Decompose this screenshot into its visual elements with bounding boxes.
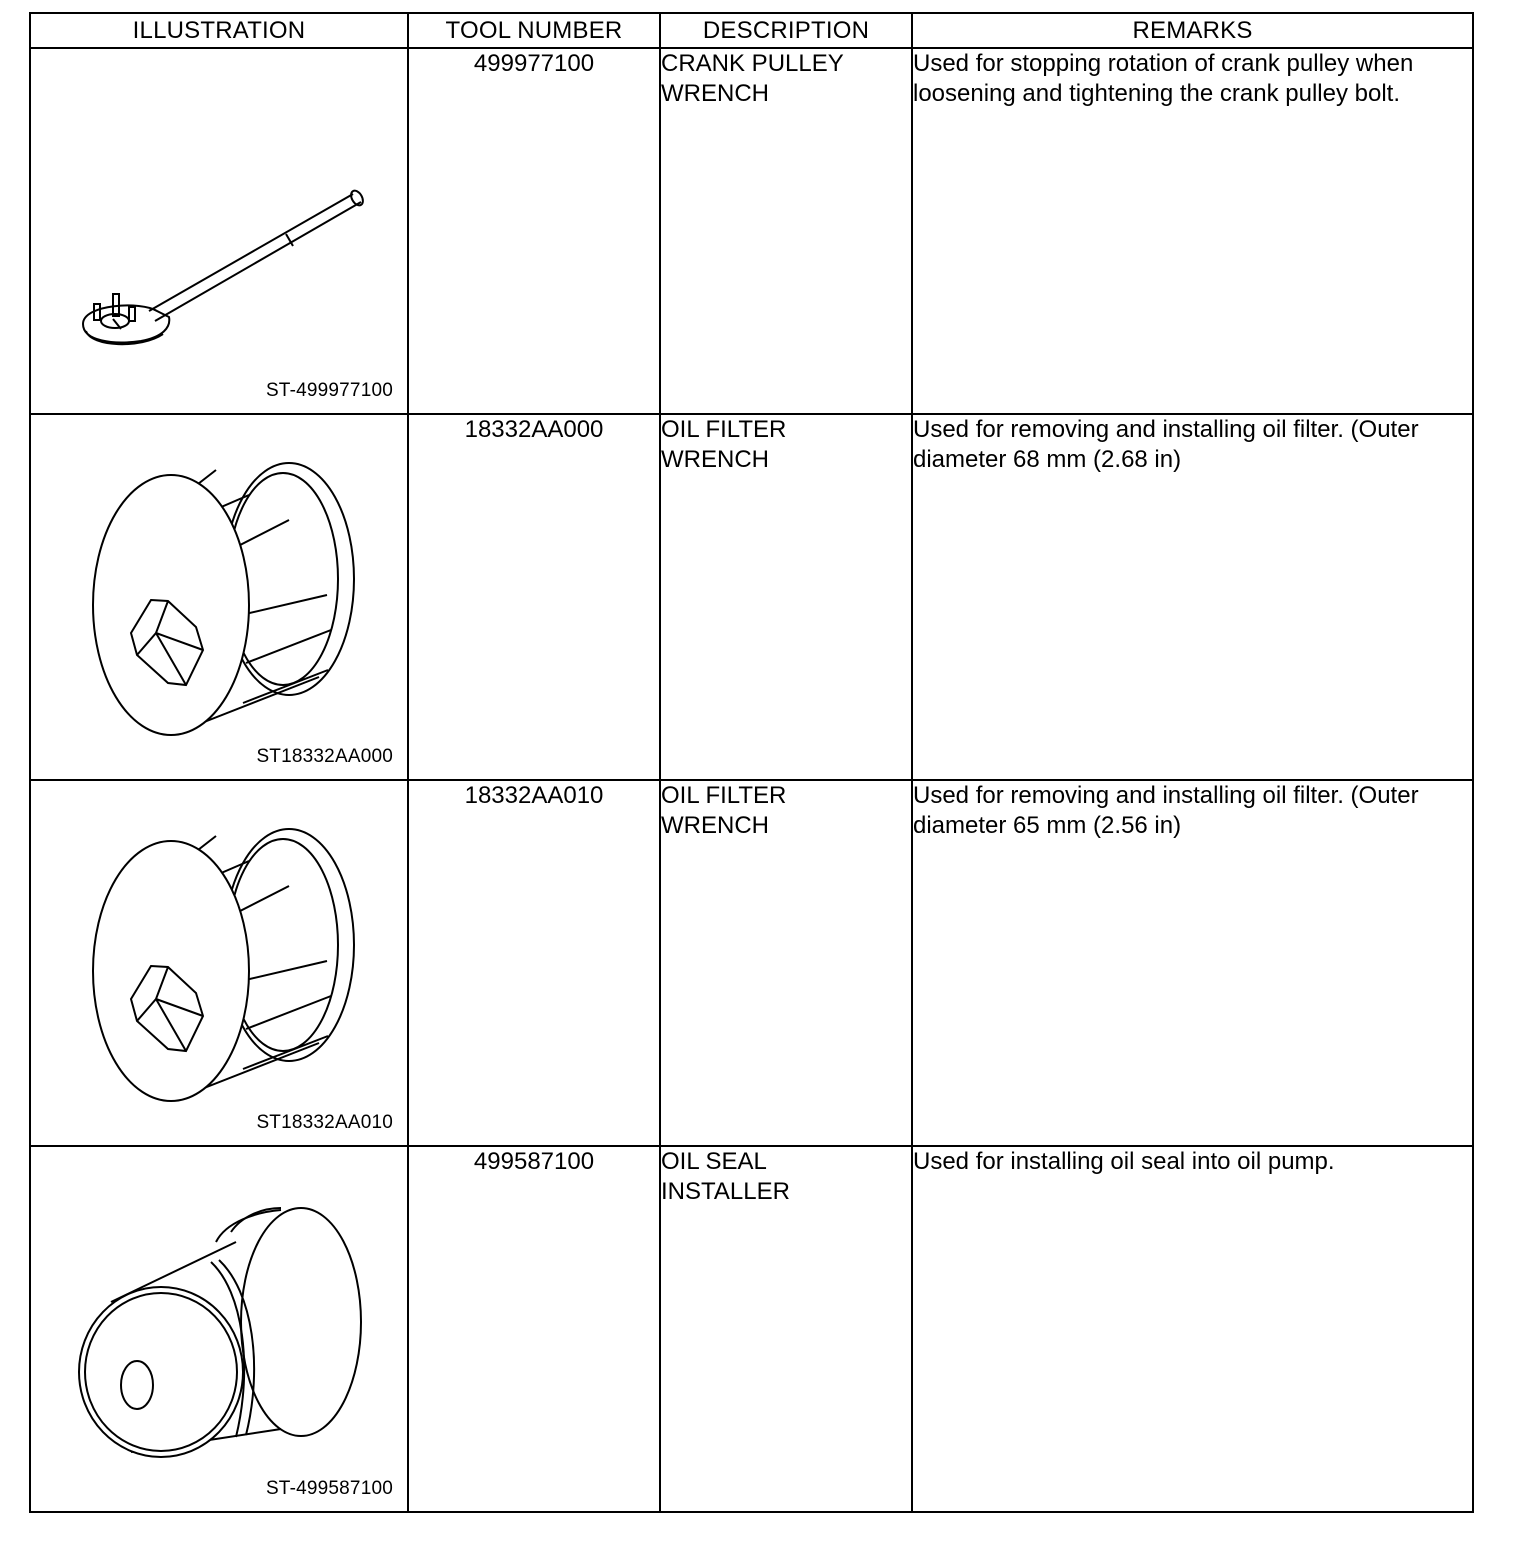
crank-pulley-wrench-icon bbox=[31, 49, 409, 413]
oil-filter-wrench-icon bbox=[31, 781, 409, 1145]
remarks-line: Used for installing oil seal into oil pump. bbox=[913, 1148, 1335, 1175]
remarks-cell bbox=[912, 1146, 1473, 1512]
tool-number-cell: 499977100 bbox=[408, 48, 660, 414]
illustration-code: ST18332AA010 bbox=[256, 1112, 393, 1133]
table-row bbox=[30, 780, 1473, 1146]
illustration-cell bbox=[30, 780, 408, 1146]
illustration-code: ST-499977100 bbox=[265, 380, 393, 401]
remarks-cell bbox=[912, 780, 1473, 1146]
remarks-line: diameter 65 mm (2.56 in) bbox=[913, 812, 1182, 839]
remarks-line: loosening and tightening the crank pulley bolt. bbox=[913, 80, 1401, 107]
tool-number-cell: 499587100 bbox=[408, 1146, 660, 1512]
oil-seal-installer-icon bbox=[31, 1147, 409, 1511]
table-row bbox=[30, 414, 1473, 780]
table-row bbox=[30, 1146, 1473, 1512]
table-row bbox=[30, 48, 1473, 414]
description-line: OIL FILTER bbox=[661, 782, 787, 809]
description-line: WRENCH bbox=[661, 446, 769, 473]
illustration-cell bbox=[30, 414, 408, 780]
remarks-line: diameter 68 mm (2.68 in) bbox=[913, 446, 1182, 473]
description-cell bbox=[660, 414, 912, 780]
remarks-line: Used for removing and installing oil filter. (Outer bbox=[913, 782, 1419, 809]
illustration-code: ST-499587100 bbox=[265, 1478, 393, 1499]
tool-number-cell: 18332AA010 bbox=[408, 780, 660, 1146]
header-description: DESCRIPTION bbox=[660, 13, 912, 48]
oil-filter-wrench-icon bbox=[31, 415, 409, 779]
illustration-code: ST18332AA000 bbox=[256, 746, 393, 767]
description-cell bbox=[660, 1146, 912, 1512]
description-line: INSTALLER bbox=[661, 1178, 790, 1205]
header-illustration: ILLUSTRATION bbox=[30, 13, 408, 48]
remarks-cell bbox=[912, 48, 1473, 414]
header-remarks: REMARKS bbox=[912, 13, 1473, 48]
remarks-line: Used for removing and installing oil filter. (Outer bbox=[913, 416, 1419, 443]
description-line: OIL SEAL bbox=[661, 1148, 767, 1175]
special-tools-table bbox=[29, 12, 1474, 1513]
description-cell bbox=[660, 780, 912, 1146]
illustration-cell bbox=[30, 48, 408, 414]
description-cell bbox=[660, 48, 912, 414]
table-header-row bbox=[30, 13, 1473, 48]
header-tool-number: TOOL NUMBER bbox=[408, 13, 660, 48]
remarks-line: Used for stopping rotation of crank pulley when bbox=[913, 50, 1414, 77]
description-line: CRANK PULLEY bbox=[661, 50, 844, 77]
illustration-cell bbox=[30, 1146, 408, 1512]
description-line: WRENCH bbox=[661, 80, 769, 107]
description-line: WRENCH bbox=[661, 812, 769, 839]
description-line: OIL FILTER bbox=[661, 416, 787, 443]
remarks-cell bbox=[912, 414, 1473, 780]
tool-number-cell: 18332AA000 bbox=[408, 414, 660, 780]
